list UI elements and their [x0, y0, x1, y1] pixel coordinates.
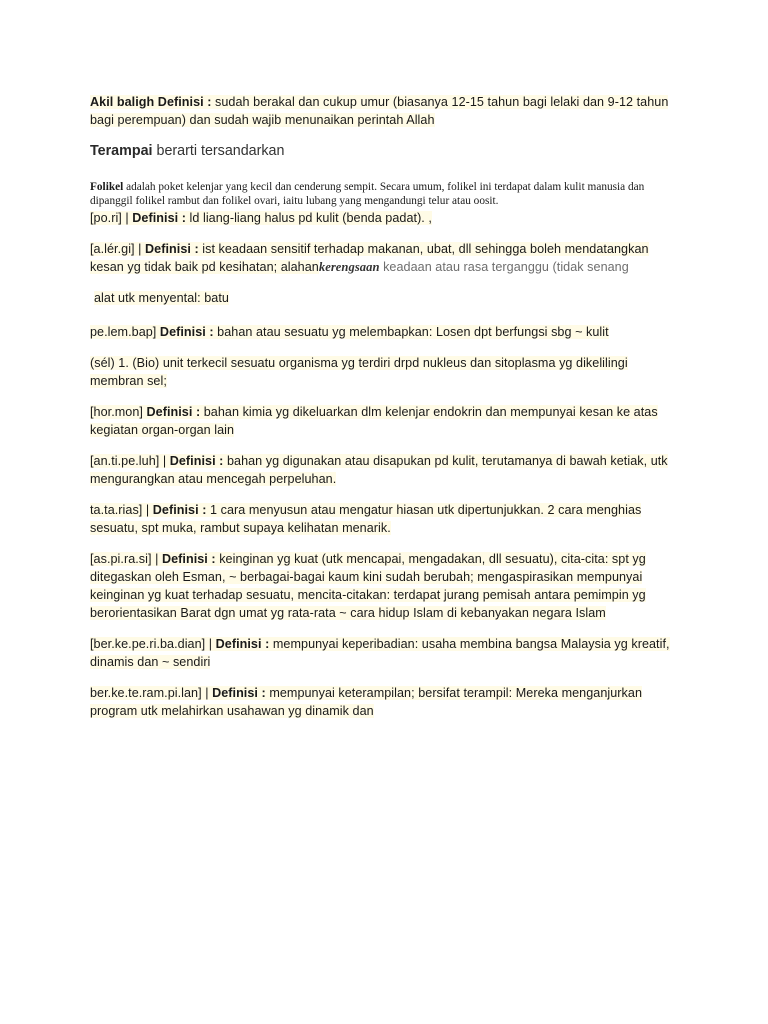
- entry-pelembap: [90, 323, 680, 341]
- definition-text: mempunyai keterampilan; bersifat terampil: Mereka menganjurkan program utk melahirkan usahawan yg dinamik dan: [90, 686, 642, 718]
- syllables: pe.lem.bap]: [90, 325, 160, 339]
- definition-label: Definisi :: [169, 454, 224, 468]
- term: Folikel: [90, 181, 124, 193]
- entry-batu: [90, 289, 680, 307]
- entry-tatarias: [90, 501, 680, 537]
- definition-tail: keadaan atau rasa terganggu (tidak senang: [379, 260, 629, 274]
- definition-text: sudah berakal dan cukup umur (biasanya 12-15 tahun bagi lelaki dan 9-12 tahun bagi perempuan) dan sudah wajib menunaikan perintah Allah: [90, 95, 669, 127]
- syllables: [as.pi.ra.si] |: [90, 552, 162, 566]
- definition-label: Definisi :: [146, 405, 201, 419]
- definition-text: (sél) 1. (Bio) unit terkecil sesuatu organisma yg terdiri drpd nukleus dan sitoplasma yg dikelilingi membran sel;: [90, 356, 628, 388]
- entry-terampai: [90, 142, 680, 160]
- entry-folikel: [90, 181, 680, 208]
- definition-label: Definisi :: [152, 503, 207, 517]
- definition-text: ist keadaan sensitif terhadap makanan, ubat, dll sehingga boleh mendatangkan kesan yg tidak baik pd kesihatan; alahan: [90, 242, 649, 274]
- syllables: ta.ta.rias] |: [90, 503, 153, 517]
- entry-hormon: [90, 403, 680, 439]
- definition-text: 1 cara menyusun atau mengatur hiasan utk dipertunjukkan. 2 cara menghias sesuatu, spt muka, rambut supaya kelihatan menarik.: [90, 503, 642, 535]
- syllables: ber.ke.te.ram.pi.lan] |: [90, 686, 213, 700]
- entry-akil-baligh: [90, 93, 680, 129]
- definition-label: Definisi :: [159, 325, 214, 339]
- definition-label: Definisi :: [157, 95, 212, 109]
- syllables: [a.lér.gi] |: [90, 242, 146, 256]
- definition-text: alat utk menyental: batu: [94, 291, 229, 305]
- term: Akil baligh: [90, 95, 155, 109]
- term: Terampai: [90, 143, 153, 159]
- syllables: [po.ri] |: [90, 211, 133, 225]
- entry-keperibadian: [90, 635, 680, 671]
- definition-label: Definisi :: [161, 552, 216, 566]
- syllables: [ber.ke.pe.ri.ba.dian] |: [90, 637, 216, 651]
- entry-sel: [90, 354, 680, 390]
- definition-text: bahan yg digunakan atau disapukan pd kulit, terutamanya di bawah ketiak, utk mengurangkan atau mencegah perpeluhan.: [90, 454, 668, 486]
- definition-label: Definisi :: [145, 242, 199, 256]
- definition-text: ld liang-liang halus pd kulit (benda padat). ,: [185, 211, 432, 225]
- entry-pori: [90, 209, 680, 227]
- entry-antipeluh: [90, 452, 680, 488]
- syllables: [hor.mon]: [90, 405, 147, 419]
- definition-text: bahan kimia yg dikeluarkan dlm kelenjar endokrin dan mempunyai kesan ke atas kegiatan organ-organ lain: [90, 405, 658, 437]
- document-body: [90, 93, 680, 733]
- definition-label: Definisi :: [212, 686, 266, 700]
- definition-text: keinginan yg kuat (utk mencapai, mengadakan, dll sesuatu), cita-cita: spt yg ditegaskan oleh Esman, ~ berbagai-bagai kaum kini sudah berubah; mengaspirasikan mempunyai keinginan yg kuat terhadap sesuatu, mencita-citakan: terdapat jurang pemisah antara pemimpin yg berorientasikan Barat dgn umat yg rata-rata ~ cara hidup Islam di kebanyakan negara Islam: [90, 552, 646, 620]
- definition-text: bahan atau sesuatu yg melembapkan: Losen dpt berfungsi sbg ~ kulit: [213, 325, 609, 339]
- definition-label: Definisi :: [132, 211, 186, 225]
- syllables: [an.ti.pe.luh] |: [90, 454, 170, 468]
- definition-text: adalah poket kelenjar yang kecil dan cenderung sempit. Secara umum, folikel ini terdapat dalam kulit manusia dan dipanggil folikel rambut dan folikel ovari, iaitu lubang yang mengandungi telur atau oosit.: [90, 181, 645, 207]
- entry-alergi: [90, 240, 680, 276]
- entry-aspirasi: [90, 550, 680, 622]
- definition-text: berarti tersandarkan: [152, 143, 285, 159]
- keyword: kerengsaan: [318, 260, 380, 274]
- definition-label: Definisi :: [215, 637, 270, 651]
- entry-keterampilan: [90, 684, 680, 720]
- definition-text: mempunyai keperibadian: usaha membina bangsa Malaysia yg kreatif, dinamis dan ~ sendiri: [90, 637, 670, 669]
